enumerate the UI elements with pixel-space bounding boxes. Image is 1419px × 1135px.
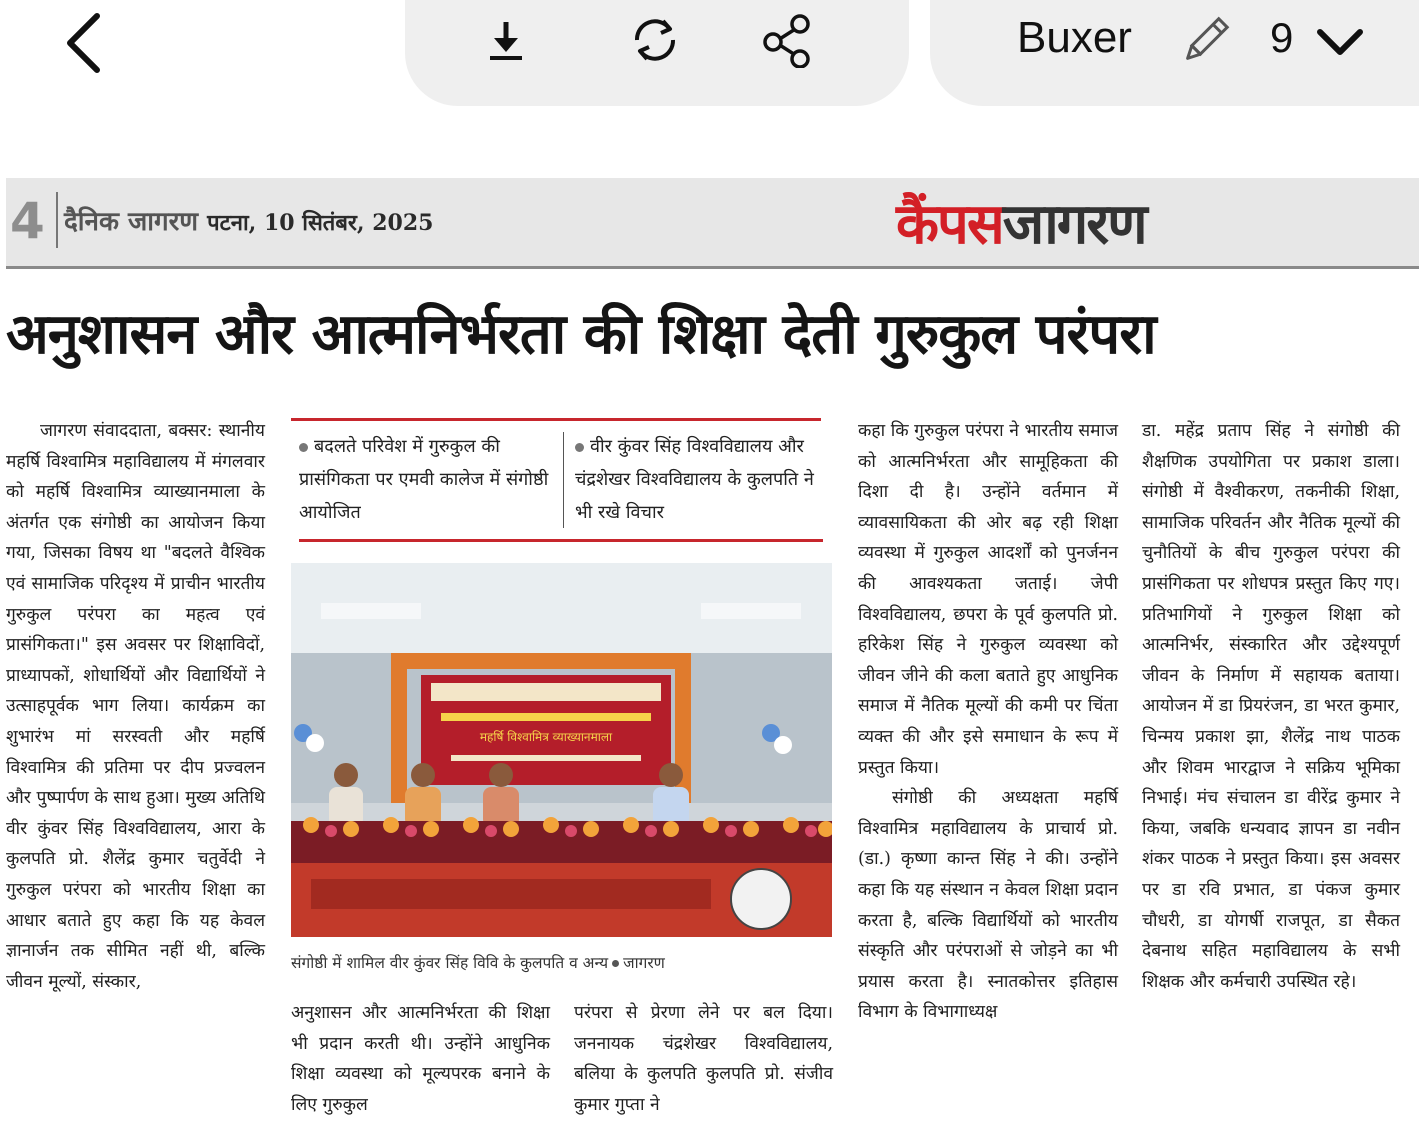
chevron-down-icon <box>1312 14 1368 70</box>
article-headline: अनुशासन और आत्मनिर्भरता की शिक्षा देती गुरुकुल परंपरा <box>6 301 1156 367</box>
share-icon <box>760 12 816 68</box>
viewer-toolbar <box>0 0 1419 120</box>
back-button[interactable] <box>52 8 122 78</box>
column-5-text: डा. महेंद्र प्रताप सिंह ने संगोष्ठी की शैक्षणिक उपयोगिता पर प्रकाश डाला। संगोष्ठी में वैश्वीकरण, तकनीकी शिक्षा, सामाजिक परिवर्तन और नैतिक मूल्यों की चुनौतियों के बीच गुरुकुल परंपरा की प्रासंगिकता पर शोधपत्र प्रस्तुत किए गए। प्रतिभागियों ने गुरुकुल शिक्षा को आत्मनिर्भर, संस्कारित और उद्देश्यपूर्ण जीवन के निर्माण में सहायक बताया। आयोजन में डा प्रियरंजन, डा भरत कुमार, चिन्मय प्रकाश झा, शैलेंद्र नाथ पाठक और शिवम भारद्वाज ने सक्रिय भूमिका निभाई। मंच संचालन डा वीरेंद्र कुमार ने किया, जबकि धन्यवाद ज्ञापन डा नवीन शंकर पाठक ने प्रस्तुत किया। इस अवसर पर डा रवि प्रभात, डा पंकज कुमार चौधरी, डा योगर्षी राजपूत, डा सैकत देबनाथ सहित महाविद्यालय के सभी शिक्षक और कर्मचारी उपस्थित रहे। <box>1142 421 1400 992</box>
download-button[interactable] <box>478 12 534 68</box>
dateline: पटना, 10 सितंबर, 2025 <box>207 210 434 236</box>
highlight-item <box>575 430 823 529</box>
refresh-icon <box>627 12 683 68</box>
column-2-text: अनुशासन और आत्मनिर्भरता की शिक्षा भी प्रदान करती थी। उन्होंने आधुनिक शिक्षा व्यवस्था को मूल्यपरक बनाने के लिए गुरुकुल <box>291 1003 550 1115</box>
share-button[interactable] <box>760 12 816 68</box>
column-4-text-1: कहा कि गुरुकुल परंपरा ने भारतीय समाज को आत्मनिर्भरता और सामूहिकता की दिशा दी है। उन्होंने वर्तमान में व्यावसायिकता की ओर बढ़ रही शिक्षा व्यवस्था में गुरुकुल आदर्शों को पुनर्जनन की आवश्यकता जताई। जेपी विश्वविद्यालय, छपरा के पूर्व कुलपति प्रो. हरिकेश सिंह ने गुरुकुल व्यवस्था को जीवन जीने की कला बताते हुए आधुनिक समाज में नैतिक मूल्यों की कमी पर चिंता व्यक्त की और इसे समाधान के रूप में प्रस्तुत किया। <box>858 421 1118 778</box>
highlights-bottom-rule <box>299 539 823 542</box>
column-1-text: जागरण संवाददाता, बक्सर: स्थानीय महर्षि विश्वामित्र महाविद्यालय में मंगलवार को महर्षि विश्वामित्र व्याख्यानमाला के अंतर्गत एक संगोष्ठी का आयोजन किया गया, जिसका विषय था "बदलते वैश्विक एवं सामाजिक परिदृश्य में प्राचीन भारतीय गुरुकुल परंपरा का महत्व एवं प्रासंगिकता।" इस अवसर पर शिक्षाविदों, प्राध्यापकों, शोधार्थियों और विद्यार्थियों ने उत्साहपूर्वक भाग लिया। कार्यक्रम का शुभारंभ मां सरस्वती और महर्षि विश्वामित्र की प्रतिमा पर दीप प्रज्वलन और पुष्पार्पण के साथ हुआ। मुख्य अतिथि वीर कुंवर सिंह विश्वविद्यालय, आरा के कुलपति प्रो. शैलेंद्र कुमार चतुर्वेदी ने गुरुकुल परंपरा को भारतीय शिक्षा का आधार बताते हुए कहा कि यह केवल ज्ञानार्जन तक सीमित नहीं थी, बल्कि जीवन मूल्यों, संस्कार, <box>6 421 265 992</box>
chevron-left-icon <box>52 8 122 78</box>
page-dropdown-button[interactable] <box>1312 14 1368 70</box>
photo-credit: जागरण <box>623 954 665 972</box>
article-photo <box>291 563 832 937</box>
column-3-text: परंपरा से प्रेरणा लेने पर बल दिया। जननायक चंद्रशेखर विश्वविद्यालय, बलिया के कुलपति कुलपति प्रो. संजीव कुमार गुप्ता ने <box>574 1003 833 1115</box>
photo-caption-text: संगोष्ठी में शामिल वीर कुंवर सिंह विवि के कुलपति व अन्य <box>291 954 609 972</box>
article-column-2 <box>291 998 550 1120</box>
highlight-text: वीर कुंवर सिंह विश्वविद्यालय और चंद्रशेखर विश्वविद्यालय के कुलपति ने भी रखे विचार <box>575 436 814 523</box>
masthead <box>6 178 1419 269</box>
edit-edition-button[interactable] <box>1178 12 1234 68</box>
paper-name-line <box>64 204 433 241</box>
article-column-5 <box>1142 416 1400 997</box>
section-logo-part2: जागरण <box>1002 192 1146 257</box>
photo-banner-text: महर्षि विश्वामित्र व्याख्यानमाला <box>479 730 613 744</box>
column-4-text-2: संगोष्ठी की अध्यक्षता महर्षि विश्वामित्र महाविद्यालय के प्राचार्य प्रो. (डा.) कृष्णा कान्त सिंह ने की। उन्होंने कहा कि यह संस्थान न केवल शिक्षा प्रदान करता है, बल्कि विद्यार्थियों को भारतीय संस्कृति और परंपराओं से जोड़ने का भी प्रयास करता है। स्नातकोत्तर इतिहास विभाग के विभागाध्यक्ष <box>858 788 1118 1023</box>
paper-page-number: 4 <box>10 192 45 250</box>
photo-caption <box>291 950 832 976</box>
page-number[interactable]: 9 <box>1270 14 1294 61</box>
seminar-photo-illustration <box>291 563 832 937</box>
highlight-text: बदलते परिवेश में गुरुकुल की प्रासंगिकता पर एमवी कालेज में संगोष्ठी आयोजित <box>299 436 549 523</box>
highlights-divider <box>563 432 564 528</box>
highlights-top-rule <box>291 418 821 421</box>
section-logo-part1: कैंपस <box>896 192 1003 257</box>
article-column-1 <box>6 416 265 997</box>
article-column-4 <box>858 416 1118 1028</box>
refresh-button[interactable] <box>627 12 683 68</box>
bullet-icon <box>575 443 584 452</box>
bullet-icon <box>299 443 308 452</box>
bullet-icon <box>612 960 619 967</box>
masthead-divider <box>56 192 58 248</box>
pencil-icon <box>1178 12 1234 68</box>
highlights-box <box>291 418 832 544</box>
article-column-3 <box>574 998 833 1120</box>
section-logo <box>896 192 1146 258</box>
download-icon <box>478 12 534 68</box>
highlight-item <box>299 430 551 529</box>
edition-name[interactable]: Buxer <box>1017 13 1132 62</box>
paper-name: दैनिक जागरण <box>64 207 199 237</box>
